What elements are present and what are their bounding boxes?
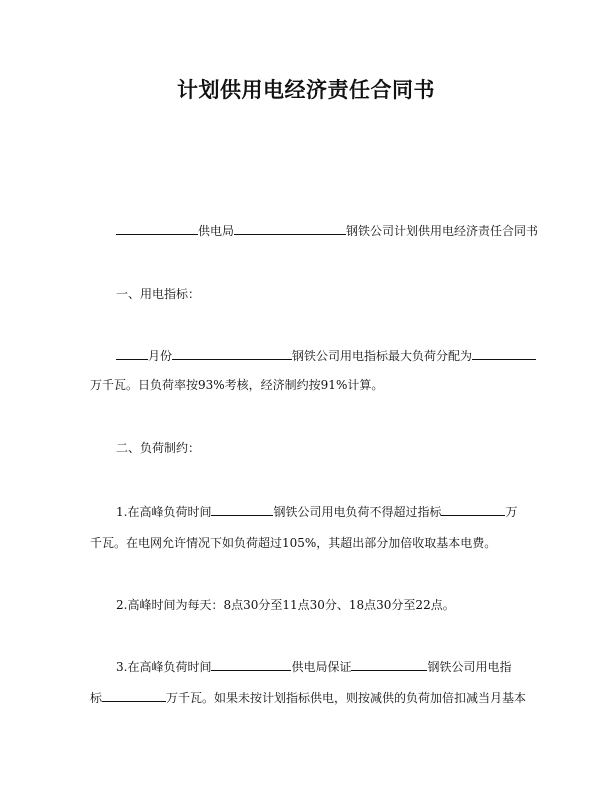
section-heading: 二、负荷制约： [116,441,201,455]
blank-field [351,658,427,671]
blank-field [234,222,346,235]
paragraph-text: 供电局保证 [291,660,352,674]
intro-line [116,222,556,239]
paragraph-text: 钢铁公司用电指标最大负荷分配为 [292,349,473,363]
paragraph-text: 3.在高峰负荷时间 [116,660,212,674]
blank-field [116,347,148,360]
blank-field [172,347,292,360]
paragraph-line: 万千瓦。日负荷率按93%考核，经济制约按91%计算。 [90,378,384,392]
blank-field [211,658,291,671]
blank-field [441,503,505,516]
paragraph-text: 万 [505,505,518,519]
intro-text: 钢铁公司计划供用电经济责任合同书 [346,224,539,238]
paragraph-line [90,689,530,706]
intro-text: 供电局 [198,224,235,238]
blank-field [211,503,273,516]
document-title: 计划供用电经济责任合同书 [177,78,435,102]
paragraph-line [116,658,556,675]
paragraph-line [116,503,556,520]
paragraph-line [116,347,556,364]
section-heading: 一、用电指标： [116,287,201,301]
blank-field [116,222,198,235]
paragraph-text: 标 [90,691,103,705]
paragraph-text: 万千瓦。如果未按计划指标供电，则按减供的负荷加倍扣减当月基本 [166,691,527,705]
blank-field [472,347,536,360]
paragraph-line: 2.高峰时间为每天：8点30分至11点30分、18点30分至22点。 [116,598,455,612]
paragraph-line: 千瓦。在电网允许情况下如负荷超过105%，其超出部分加倍收取基本电费。 [90,536,497,550]
blank-field [102,689,166,702]
paragraph-text: 月份 [148,349,173,363]
paragraph-text: 钢铁公司用电负荷不得超过指标 [273,505,442,519]
paragraph-text: 钢铁公司用电指 [427,660,512,674]
paragraph-text: 1.在高峰负荷时间 [116,505,212,519]
